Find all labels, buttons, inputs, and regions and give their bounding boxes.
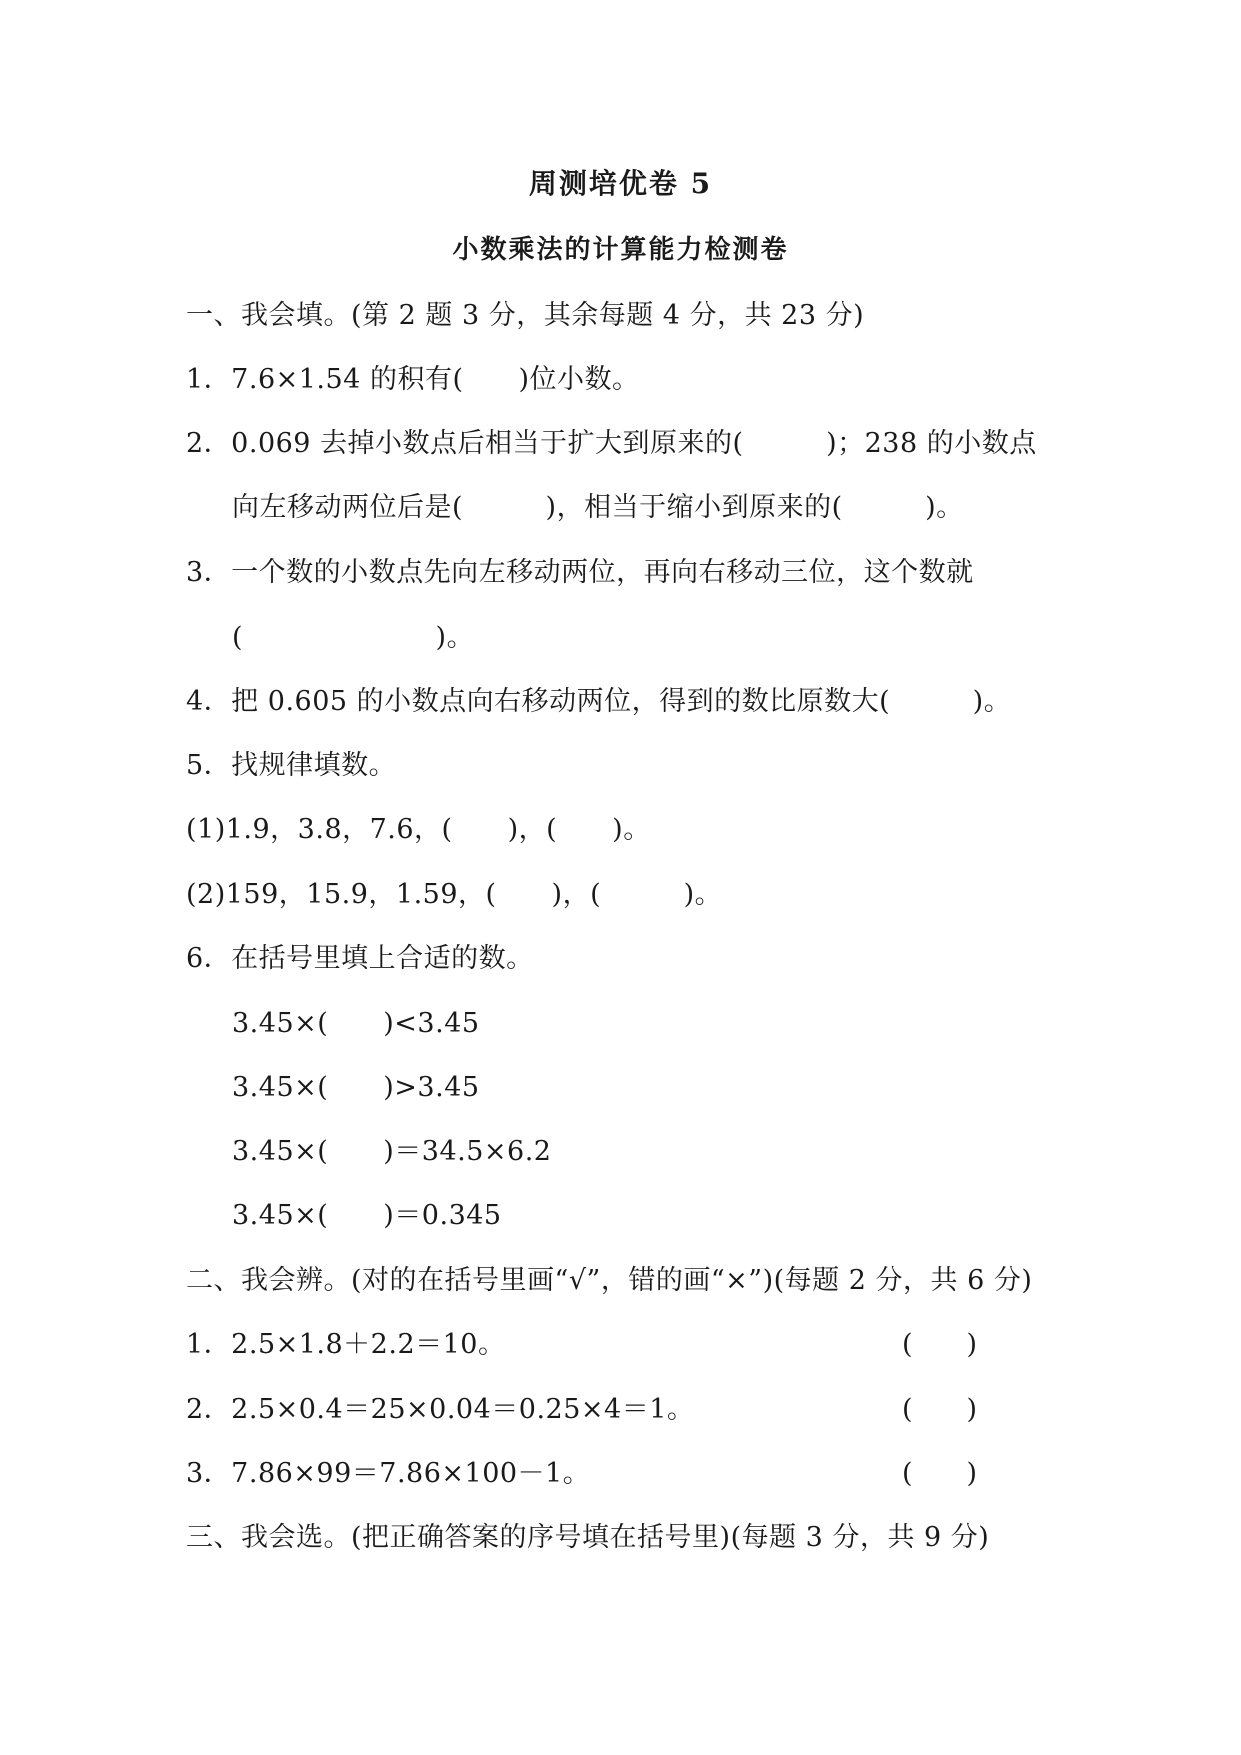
section1-question-5-part2: (2)159，15.9，1.59，( )，( )。 [186,879,723,910]
section2-heading: 二、我会辨。(对的在括号里画“√”，错的画“×”)(每题 2 分，共 6 分) [186,1265,1033,1296]
section1-question-1: 1．7.6×1.54 的积有( )位小数。 [186,364,640,395]
page-title: 周测培优卷 5 [528,167,713,200]
section2-question-2: 2．2.5×0.4＝25×0.04＝0.25×4＝1。 [186,1394,695,1425]
section1-question-3-line2: ( )。 [232,622,475,653]
section1-question-3-line1: 3．一个数的小数点先向左移动两位，再向右移动三位，这个数就 [186,557,974,588]
section1-heading: 一、我会填。(第 2 题 3 分，其余每题 4 分，共 23 分) [186,300,865,331]
section1-question-6-item-a: 3.45×( )<3.45 [232,1008,480,1039]
page-subtitle: 小数乘法的计算能力检测卷 [452,235,789,265]
section1-question-2-line1: 2．0.069 去掉小数点后相当于扩大到原来的( )；238 的小数点 [186,428,1037,459]
section2-question-3: 3．7.86×99＝7.86×100－1。 [186,1458,591,1489]
section1-question-2-line2: 向左移动两位后是( )，相当于缩小到原来的( )。 [232,492,964,523]
section1-question-6-item-c: 3.45×( )＝34.5×6.2 [232,1136,552,1167]
section3-heading: 三、我会选。(把正确答案的序号填在括号里)(每题 3 分，共 9 分) [186,1522,990,1553]
section2-answer-paren-2: ( ) [902,1394,978,1425]
section1-question-6: 6．在括号里填上合适的数。 [186,943,534,974]
section1-question-6-item-b: 3.45×( )>3.45 [232,1072,480,1103]
section2-question-1: 1．2.5×1.8＋2.2＝10。 [186,1329,506,1360]
section2-answer-paren-3: ( ) [902,1458,978,1489]
section1-question-4: 4．把 0.605 的小数点向右移动两位，得到的数比原数大( )。 [186,686,1012,717]
section1-question-5: 5．找规律填数。 [186,750,397,781]
section2-answer-paren-1: ( ) [902,1329,978,1360]
section1-question-5-part1: (1)1.9，3.8，7.6，( )，( )。 [186,814,651,845]
section1-question-6-item-d: 3.45×( )＝0.345 [232,1200,502,1231]
